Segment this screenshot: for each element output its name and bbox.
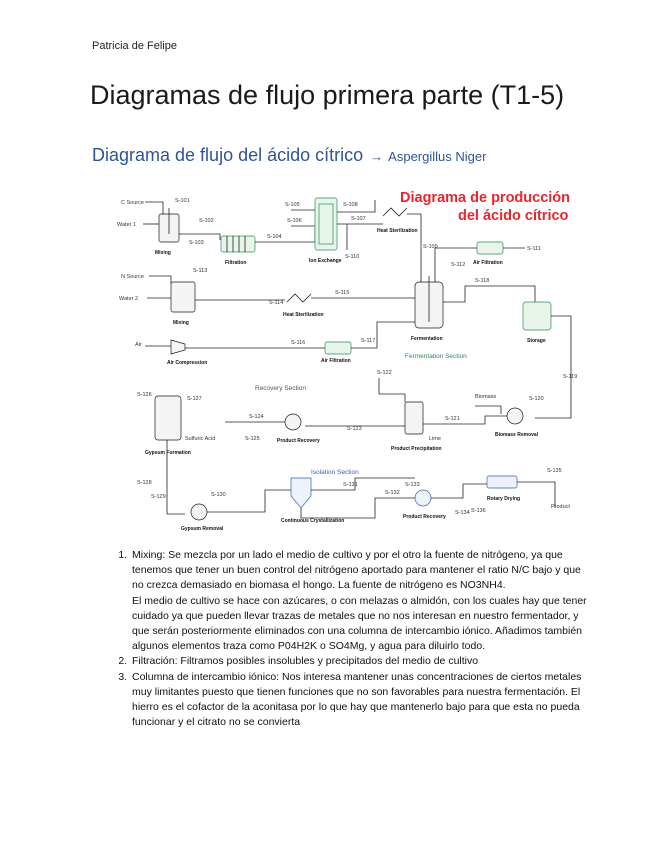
step-text: 3. Columna de intercambio iónico: Nos interesa mantener unas concentraciones de ciertos metales muy limitantes puesto que tienen funciones que no son favorables para nuestra fermentación. El hierro es el cofactor de la aconitasa por lo que hay que mantenerlo bajo para que esta no pueda funcionar y el citrato no se convierta: [132, 670, 582, 729]
stream-line: [145, 202, 163, 214]
section-isolation: Isolation Section: [311, 469, 359, 476]
centrifuge-icon: [415, 490, 431, 506]
output-product: Product: [551, 504, 570, 510]
diagram-title-line2: del ácido cítrico: [458, 208, 569, 224]
stream-line: [301, 498, 415, 518]
page-title: Diagramas de flujo primera parte (T1-5): [90, 80, 565, 110]
stream-label: S-132: [385, 490, 400, 496]
stream-label: S-119: [563, 374, 578, 380]
stream-line: [149, 276, 171, 284]
stream-label: S-126: [137, 392, 152, 398]
centrifuge-icon: [191, 504, 207, 520]
stream-label: S-129: [151, 494, 166, 500]
stream-line: [351, 322, 415, 348]
input-c-source: C Source: [121, 200, 144, 206]
crystallizer-icon: [291, 478, 311, 508]
input-lime: Lime: [429, 436, 441, 442]
stream-label: S-133: [405, 482, 420, 488]
stream-line: [421, 416, 507, 424]
stream-line: [255, 228, 315, 242]
stream-label: S-124: [249, 414, 264, 420]
flow-diagram: [115, 178, 587, 541]
stream-label: S-118: [475, 278, 490, 284]
air-filter-icon: [325, 342, 351, 354]
gypsum-reactor-icon: [155, 396, 181, 440]
input-biomass: Biomass: [475, 394, 497, 400]
stream-label: S-106: [287, 218, 302, 224]
storage-tank-icon: [523, 302, 551, 330]
stream-label: S-112: [451, 262, 466, 268]
flow-diagram-svg: [115, 178, 587, 541]
stream-line: [431, 484, 487, 498]
stream-label: S-131: [343, 482, 358, 488]
unit-air-filtration1: Air Filtration: [473, 260, 503, 266]
unit-product-recovery1: Product Recovery: [277, 438, 320, 444]
stream-line: [475, 406, 501, 414]
stream-label: S-115: [335, 290, 350, 296]
stream-line: [407, 214, 421, 282]
unit-heat-sterilization2: Heat Sterilization: [283, 312, 324, 318]
stream-label: S-104: [267, 234, 282, 240]
unit-rotary-drying: Rotary Drying: [487, 496, 521, 502]
centrifuge-icon: [285, 414, 301, 430]
unit-ion-exchange: Ion Exchange: [309, 258, 342, 264]
stream-line: [379, 378, 405, 402]
unit-heat-sterilization1: Heat Sterilization: [377, 228, 418, 234]
section-heading: [92, 145, 486, 166]
compressor-icon: [171, 340, 185, 354]
precipitation-tank-icon: [405, 402, 423, 434]
stream-label: S-128: [137, 480, 152, 486]
stream-label: S-102: [199, 218, 214, 224]
diagram-title-line1: Diagrama de producción: [400, 190, 571, 206]
step-text: El medio de cultivo se hace con azúcares, o con melazas o almidón, con los cuales hay que tener cuidado ya que pueden llevar trazas de metales que no nos interesan en nuestro fermentador, y que serán posteriormente eliminados con una columna de intercambio iónico. Añadimos también algunos elementos traza como P04H2K o SO4Mg, y agua para diluirlo todo.: [132, 594, 587, 653]
unit-storage: Storage: [527, 338, 546, 344]
stream-line: [517, 482, 555, 508]
unit-product-precipitation: Product Precipitation: [391, 446, 442, 452]
arrow-icon: →: [370, 149, 384, 164]
unit-air-filtration2: Air Filtration: [321, 358, 351, 364]
unit-continuous-crystallization: Continuous Crystallization: [281, 518, 345, 524]
filter-icon: [221, 236, 255, 252]
stream-label: S-123: [347, 426, 362, 432]
stream-label: S-103: [189, 240, 204, 246]
unit-fermentation: Fermentation: [411, 336, 443, 342]
process-steps-list: [112, 548, 590, 730]
unit-mixing: Mixing: [155, 250, 171, 256]
unit-mixing2: Mixing: [173, 320, 189, 326]
unit-air-compression: Air Compression: [167, 360, 208, 366]
unit-gypsum-removal: Gypsum Removal: [181, 526, 224, 532]
unit-filtration: Filtration: [225, 260, 247, 266]
input-air: Air: [135, 342, 142, 348]
step-text: 2. Filtración: Filtramos posibles insolubles y precipitados del medio de cultivo: [132, 655, 479, 668]
author-name: Patricia de Felipe: [92, 40, 177, 52]
section-heading-text: Diagrama de flujo del ácido cítrico: [92, 145, 364, 165]
stream-label: S-109: [423, 244, 438, 250]
organism-name: Aspergillus Niger: [388, 149, 487, 164]
unit-biomass-removal: Biomass Removal: [495, 432, 539, 438]
stream-label: S-108: [343, 202, 358, 208]
input-water1: Water 1: [117, 222, 137, 228]
stream-label: S-127: [187, 396, 202, 402]
stream-label: S-136: [471, 508, 486, 514]
heat-sterilizer-icon: [287, 294, 311, 302]
stream-label: S-130: [211, 492, 226, 498]
stream-label: S-122: [377, 370, 392, 376]
stream-label: S-107: [351, 216, 366, 222]
stream-label: S-135: [547, 468, 562, 474]
step-text: 1. Mixing: Se mezcla por un lado el medio de cultivo y por el otro la fuente de nitrógeno, ya que tenemos que tener un buen control del nitrógeno aportado para mantener el ratio N/C bajo y que no crezca demasiado en biomasa el hongo. La fuente de nitrógeno es NO3NH4.: [132, 549, 581, 592]
stream-line: [535, 316, 571, 418]
input-sulfuric-acid: Sulfuric Acid: [185, 436, 216, 442]
unit-gypsum-formation: Gypsum Formation: [145, 450, 191, 456]
stream-label: S-120: [529, 396, 544, 402]
stream-label: S-117: [361, 338, 376, 344]
unit-product-recovery2: Product Recovery: [403, 514, 446, 520]
stream-label: S-113: [193, 268, 208, 274]
stream-label: S-121: [445, 416, 460, 422]
input-water2: Water 2: [119, 296, 139, 302]
list-item: [130, 548, 590, 654]
stream-line: [311, 478, 415, 490]
stream-label: S-134: [455, 510, 470, 516]
stream-label: S-111: [527, 246, 541, 252]
stream-label: S-114: [269, 300, 284, 306]
mixing-tank-icon: [171, 282, 195, 312]
section-recovery: Recovery Section: [255, 385, 306, 392]
stream-line: [443, 286, 535, 302]
list-item: [130, 654, 590, 669]
section-fermentation: Fermentation Section: [405, 353, 467, 360]
rotary-dryer-icon: [487, 476, 517, 488]
heat-sterilizer-icon: [383, 208, 407, 216]
air-filter-icon: [477, 242, 503, 254]
centrifuge-icon: [507, 408, 523, 424]
input-n-source: N Source: [121, 274, 144, 280]
stream-label: S-101: [175, 198, 190, 204]
list-item: [130, 670, 590, 731]
stream-label: S-105: [285, 202, 300, 208]
stream-label: S-116: [291, 340, 306, 346]
stream-label: S-125: [245, 436, 260, 442]
stream-label: S-110: [345, 254, 360, 260]
